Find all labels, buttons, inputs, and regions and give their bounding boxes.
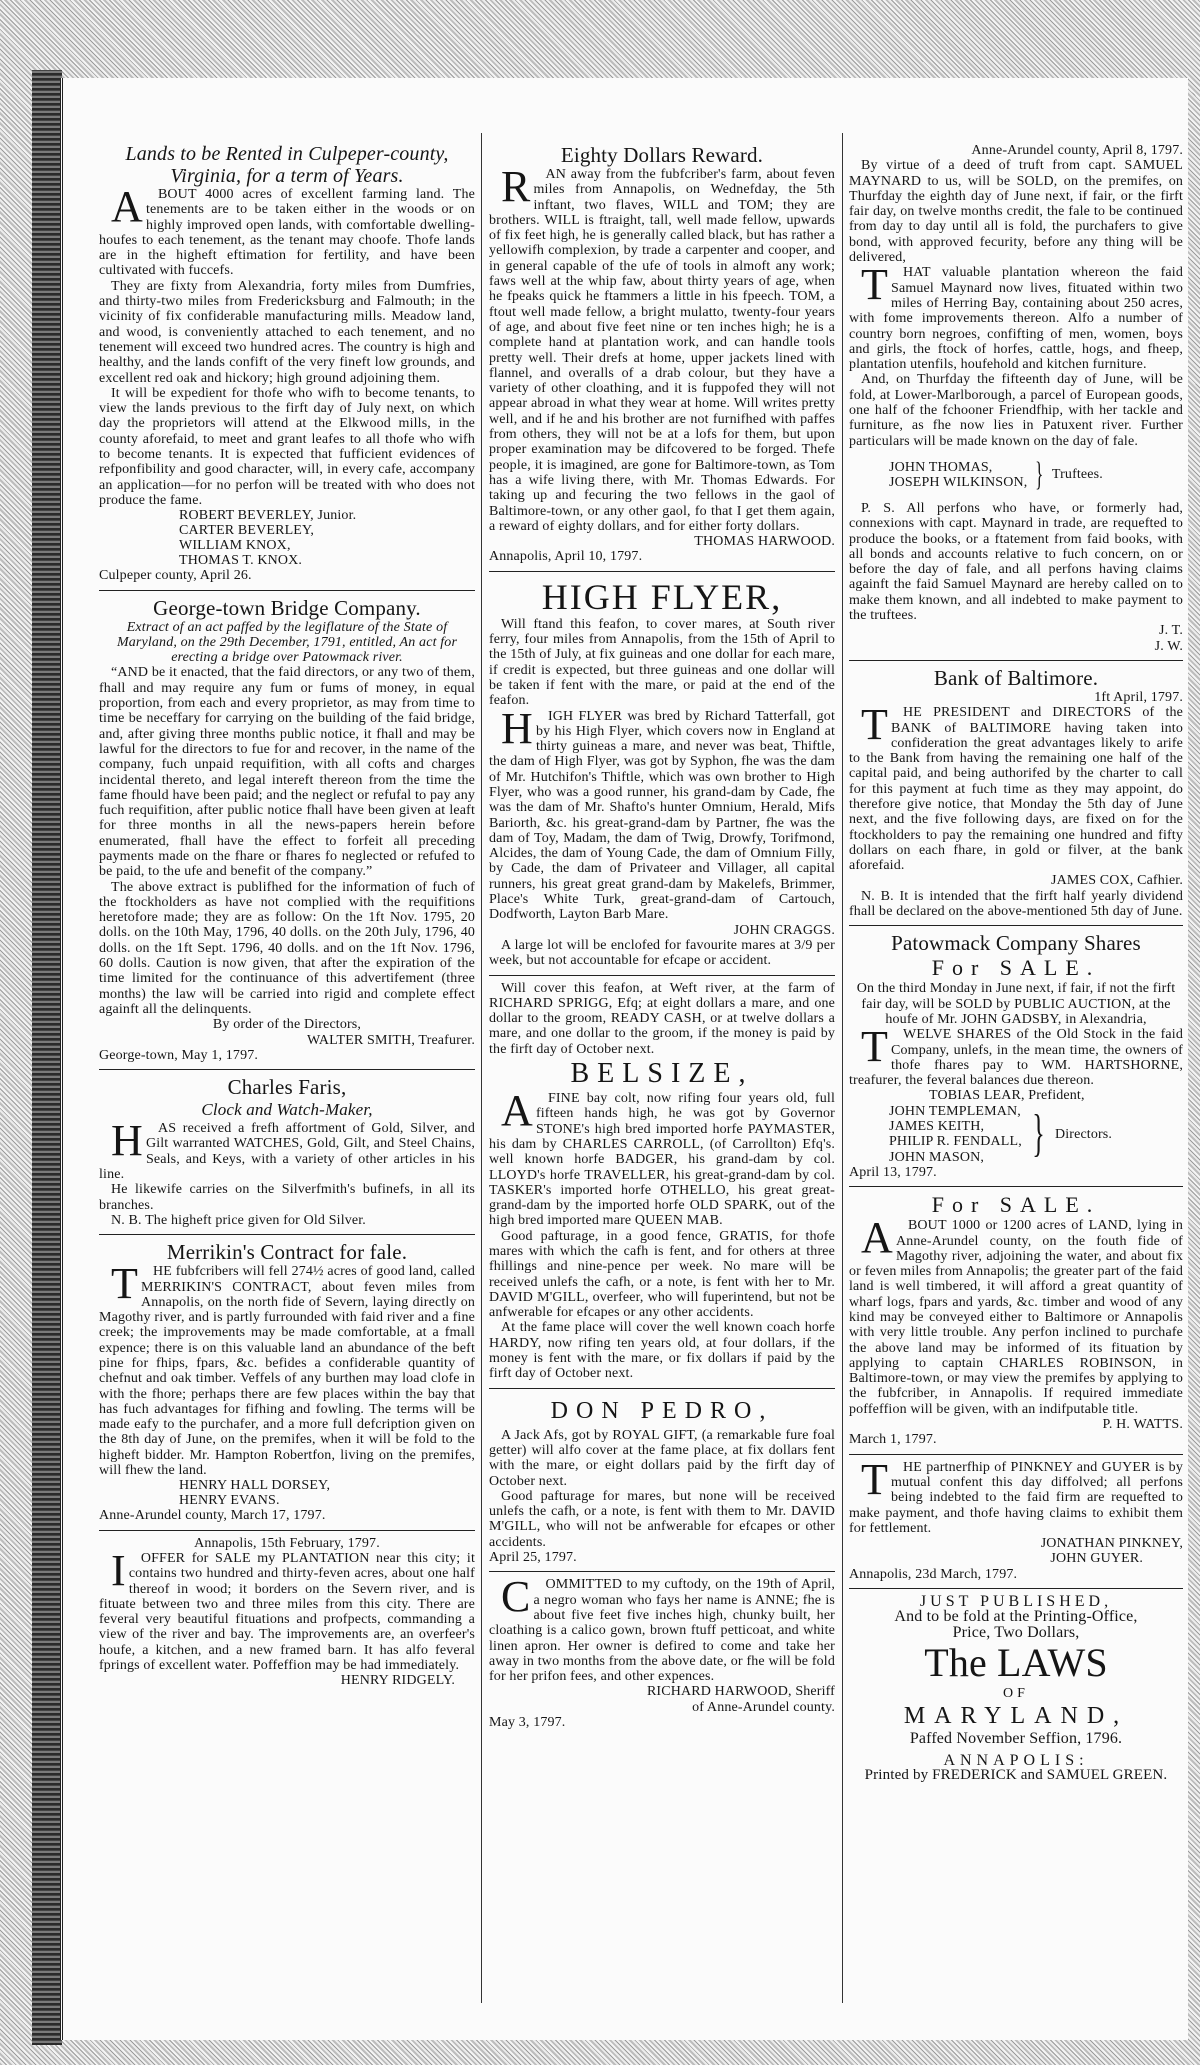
dateline: Anne-Arundel county, April 8, 1797.: [971, 143, 1183, 158]
ad-subtitle: Clock and Watch-Maker,: [201, 1100, 373, 1120]
initials: J. T.: [1159, 623, 1183, 639]
ad-laws-of-maryland: [849, 1589, 1183, 1789]
directors-label: Directors.: [1054, 1126, 1113, 1142]
signer: CARTER BEVERLEY,: [179, 523, 315, 539]
trustees: JOHN THOMAS, JOSEPH WILKINSON, } Truftees.: [889, 455, 1103, 493]
ad-belsize: [489, 976, 835, 1389]
ad-eighty-dollars-reward: [489, 138, 835, 572]
laws-title: The LAWS: [924, 1639, 1108, 1685]
signer: TOBIAS LEAR, Prefident,: [929, 1088, 1085, 1104]
ad-text: N. B. It is intended that the firft half yearly dividend fhall be declared on the above-mentioned 5th day of June.: [849, 888, 1183, 920]
laws-line: MARYLAND,: [903, 1703, 1129, 1730]
signature: P. H. WATTS.: [1102, 1417, 1183, 1433]
ad-text: RAN away from the fubfcriber's farm, about feven miles from Annapolis, on Wednefday, the 5th inftant, two flaves, WILL and TOM; they are brothers. WILL is ftraight, tall, well made fellow, upwards of fix feet high, he is generally called black, but has rather a yellowifh complexion, by trade a carpenter and cooper, and in general capable of the ufe of tools in almoft any work; faws well at the whip faw, about thirty years of age, when he fpeaks quick he ftammers a little in his fpeech. TOM, a ftout well made fellow, a bright mulatto, twenty-four years of age, and about five feet nine or ten inches high; he is a complete hand at plantation work, and can handle tools pretty well. Their drefs at home, upper jackets lined with flannel, and overalls of a drab colour, but they have a variety of other cloathing, and it is fuppofed they will not appear abroad in what they wear at home. Will writes pretty well, and if he and his brother are not furnifhed with paffes from others, they will not be at a lofs for them, but upon proper examination may be difcovered to be forged. Thefe people, it is imagined, are gone for Baltimore-town, as Tom has a wife living there, with Mr. Thomas Edwards. For taking up and fecuring the two fellows in the gaol of Baltimore-town, or any other gaol, fo that I get them again, a reward of eighty dollars, and for either forty dollars.: [489, 162, 835, 534]
signature: WALTER SMITH, Treafurer.: [307, 1032, 475, 1048]
ad-title: Charles Faris,: [227, 1075, 347, 1100]
dateline: Annapolis, April 10, 1797.: [489, 549, 643, 565]
signer: JONATHAN PINKNEY,: [1040, 1536, 1183, 1552]
ad-text: AFINE bay colt, now rifing four years old, full fifteen hands high, he was got by Governor STONE's high bred imported horfe PAYMASTER, his dam by CHARLES CARROLL, (of Carrollton) Efq's. well known horfe BADGER, his grand-dam by col. LLOYD's horfe TRAVELLER, his great-grand-dam by col. TASKER's imported horfe OTHELLO, his great great-grand-dam by the imported horfe OLD SPARK, out of the high bred imported mare QUEEN MAB.: [489, 1086, 835, 1229]
signature: JOHN CRAGGS.: [733, 922, 835, 938]
dateline: May 3, 1797.: [489, 1715, 566, 1731]
ad-text: “AND be it enacted, that the faid directors, or any two of them, fhall and may require any fum or fums of money, in equal proportion, from each and every proprietor, as may from time to time be neceffary for carrying on the building of the faid bridge, and, after giving three months public notice, it fhall and may be lawful for the directors to fue for and recover, in the name of the company, fuch unpaid requifition, with all cofts and charges incidental thereto, and legal intereft thereon from the time the fame fhould have been paid; and the neglect or refufal to pay any fuch requifition, after public notice fhall have been given at leaft for three months in all the news-papers herein before enumerated, fhall have the effect to forfeit all preceding payments made on the fhare or fhares fo neglected or refufed to be paid, to the ufe and benefit of the company.”: [99, 665, 475, 880]
column-2: [489, 138, 835, 1736]
ad-text: On the third Monday in June next, if fair, if not the firft fair day, will be SOLD by PUBLIC AUCTION, at the houfe of Mr. JOHN GADSBY, in Alexandria,: [856, 981, 1176, 1027]
signer: JOHN TEMPLEMAN,: [889, 1103, 1021, 1119]
dateline: April 13, 1797.: [849, 1164, 937, 1180]
ad-lands-culpeper: [99, 138, 475, 591]
dateline: Annapolis, 15th February, 1797.: [194, 1535, 380, 1551]
signer: HENRY EVANS.: [179, 1493, 280, 1509]
ad-text: Will ftand this feafon, to cover mares, at South river ferry, four miles from Annapolis, from the 15th of April to the 15th of July, at fix guineas and one dollar for each mare, if credit is expected, but three guineas and one dollar will be taken if fent with the mare, or paid at the end of the feafon.: [489, 616, 835, 709]
ad-text: It will be expedient for thofe who wifh to become tenants, to view the lands previous to the firft day of July next, on which day the proprietors will attend at the Elkwood mills, in the county aforefaid, to meet and grant leafes to all thofe who wifh to become tenants. It is expected that fufficient evidences of refponfibility and good character, will, in every cafe, accompany an application—for no perfon will be treated with who does not produce the fame.: [99, 385, 475, 508]
ad-text: Will cover this feafon, at Weft river, at the farm of RICHARD SPRIGG, Efq; at eight dollars a mare, and one dollar to the groom, READY CASH, or at twelve dollars a mare, and one dollar to the groom, if the money is paid by the firft day of October next.: [489, 980, 835, 1057]
signers: [99, 1478, 475, 1508]
ad-text: N. B. The higheft price given for Old Silver.: [111, 1212, 366, 1228]
ad-don-pedro: [489, 1389, 835, 1573]
ad-bank-of-baltimore: [849, 661, 1183, 926]
signer: JOHN GUYER.: [1050, 1551, 1143, 1567]
ad-text: Good pafturage for mares, but none will be received unlefs the cafh, or a note, is fent with them to Mr. DAVID M'GILL, who will not be anfwerable for efcapes or other accidents.: [489, 1488, 835, 1550]
ad-text: THAT valuable plantation whereon the faid Samuel Maynard now lives, fituated within two miles of Herring Bay, containing about 250 acres, with fome improvements thereon. Alfo a number of country born negroes, confifting of men, women, boys and girls, the ftock of horfes, cattle, hogs, and fheep, plantation utenfils, houfehold and kitchen furniture.: [849, 260, 1183, 373]
signer: JAMES KEITH,: [889, 1119, 985, 1135]
ad-text: Good pafturage, in a good fence, GRATIS, for thofe mares with which the cafh is fent, and for others at three fhillings and nine-pence per week. No mare will be received unlefs the cafh, or a note, is fent with her to Mr. DAVID M'GILL, overfeer, who will fuperintend, but not be anfwerable for efcapes or any other accidents.: [489, 1228, 835, 1321]
dateline: Culpeper county, April 26.: [99, 568, 252, 584]
signer: PHILIP R. FENDALL,: [889, 1134, 1022, 1150]
newspaper-page: [60, 78, 1188, 2040]
dateline: George-town, May 1, 1797.: [99, 1047, 259, 1063]
dateline: Annapolis, 23d March, 1797.: [849, 1566, 1018, 1582]
signer: HENRY HALL DORSEY,: [179, 1478, 331, 1494]
column-3: [849, 138, 1183, 1789]
signer: JOSEPH WILKINSON,: [889, 474, 1028, 490]
ad-text: The above extract is publifhed for the information of fuch of the ftockholders as have not complied with the requifitions heretofore made; they are as follow: On the 1ft Nov. 1795, 20 dolls. on the 10th May, 1796, 40 dolls. on the 20th July, 1796, 40 dolls. on the 1ft Sept. 1796, 40 dolls. and on the 1ft Nov. 1796, 60 dolls. Caution is now given, that after the expiration of the time limited for the continuance of this advertifement (three months) the law will be carried into rigid and complete effect againft all the delinquents.: [99, 879, 475, 1017]
ad-text: ABOUT 1000 or 1200 acres of LAND, lying in Anne-Arundel county, on the fouth fide of Magothy river, adjoining the water, and about fix or feven miles from Annapolis; the greater part of the faid land is well timbered, it will afford a great quantity of wharf logs, fpars and yards, &c. timber and wood of any kind may be conveyed either to Baltimore or Annapolis with very little trouble. Any perfon inclined to purchafe the above land may be informed of its fituation by applying to captain CHARLES ROBINSON, in Baltimore-town, or may view the premifes by applying to the fubfcriber, in Annapolis. If required immediate poffeffion will be given, with an indifputable title.: [849, 1213, 1183, 1417]
trustees-label: Truftees.: [1051, 467, 1103, 483]
ad-text: THE PRESIDENT and DIRECTORS of the BANK of BALTIMORE having taken into confideration the great advantages likely to arife to the Bank from having the remaining one half of the capital paid, and being authorifed by the charter to call for this payment at fuch time as they may appoint, do therefore give notice, that Monday the 5th day of June next, and the five following days, are fixed on for the ftockholders to pay the remaining one hundred and fifty dollars on each fhare, in gold or filver, at the bank aforefaid.: [849, 700, 1183, 874]
ad-text: IOFFER for SALE my PLANTATION near this city; it contains two hundred and thirty-feven acres, about one half thereof in wood; it borders on the Severn river, and is fituate between two and three miles from this city. There are feveral very beautiful fituations and profpects, commanding a view of the river and bay. The improvements are, an overfeer's houfe, a kitchen, and a new framed barn. It has alfo feveral fprings of excellent water. Poffeffion may be had immediately.: [99, 1545, 475, 1674]
ad-title: BELSIZE,: [570, 1058, 754, 1090]
ad-pinkney-guyer: [849, 1455, 1183, 1589]
laws-line: JUST PUBLISHED,: [919, 1593, 1113, 1611]
ad-title: Lands to be Rented in Culpeper-county, Virginia, for a term of Years.: [125, 143, 449, 187]
signer: THOMAS T. KNOX.: [179, 553, 303, 569]
ad-title: George-town Bridge Company.: [153, 595, 421, 620]
column-rule: [481, 133, 482, 2003]
signer: JOHN MASON,: [889, 1149, 984, 1165]
signature: RICHARD HARWOOD, Sheriff: [646, 1684, 835, 1700]
column-1: [99, 138, 475, 1695]
signer: ROBERT BEVERLEY, Junior.: [179, 508, 357, 524]
column-rule: [842, 133, 843, 2003]
ad-text: P. S. All perfons who have, or formerly had, connexions with capt. Maynard in trade, are requefted to produce the books, or a ftatement from faid books, with all bonds and accounts relative to fuch concern, on or before the day of fale, and all perfons having claims againft the faid Samuel Maynard are hereby called on to make them known, and all indebted to make payment to the truftees.: [849, 500, 1183, 624]
ad-maynard-sale: [849, 138, 1183, 661]
ad-text: And, on Thurfday the fifteenth day of June, will be fold, at Lower-Marlborough, a parcel of European goods, one half of the fchooner Friendfhip, with her tackle and furniture, as fhe now lies in Patuxent river. Further particulars will be made known on the day of fale.: [849, 372, 1183, 449]
ad-title: Eighty Dollars Reward.: [560, 143, 764, 167]
binding-edge: [32, 70, 62, 2045]
signer: WILLIAM KNOX,: [179, 538, 291, 554]
dateline: March 1, 1797.: [849, 1432, 937, 1448]
ad-text: By virtue of a deed of truft from capt. SAMUEL MAYNARD to us, will be SOLD, on the premifes, on Thurfday the eighth day of June next, if fair, or the firft fair day, on twelve months credit, the fale to be continued from day to day until all is fold, the purchafers to give bond, with approved fecurity, before any thing will be delivered,: [849, 158, 1183, 266]
signature: HENRY RIDGELY.: [340, 1673, 455, 1689]
ad-title: Patowmack Company Shares: [891, 931, 1141, 956]
ad-text: A large lot will be enclofed for favourite mares at 3/9 per week, but not accountable for efcape or accident.: [489, 937, 835, 969]
laws-line: And to be fold at the Printing-Office,: [894, 1608, 1138, 1626]
ad-text: THE partnerfhip of PINKNEY and GUYER is by mutual confent this day diffolved; all perfons being indebted to the faid firm are requefted to make payment, and thofe having claims to exhibit them for fettlement.: [849, 1454, 1183, 1536]
ad-text: ABOUT 4000 acres of excellent farming land. The tenements are to be taken either in the woods or on highly improved open lands, with comfortable dwelling-houfes to each tenement, as the tenant may choofe. Thofe lands are in the higheft eftimation for fertility, and have been cultivated with fuccefs.: [99, 182, 475, 279]
signer: JOHN THOMAS,: [889, 459, 993, 475]
signature-note: By order of the Directors,: [212, 1017, 362, 1033]
laws-line: Paffed November Seffion, 1796.: [909, 1730, 1123, 1748]
dateline: April 25, 1797.: [489, 1550, 577, 1566]
ad-land-for-sale: [849, 1187, 1183, 1454]
signature: THOMAS HARWOOD.: [694, 534, 835, 550]
imprint-place: ANNAPOLIS:: [943, 1751, 1089, 1769]
ad-text: COMMITTED to my cuftody, on the 19th of April, a negro woman who fays her name is ANNE; fhe is about five feet five inches high, chunky built, her cloathing is a calico gown, brown ftuff petticoat, and white linen apron. Her owner is defired to come and take her away in two months from the above date, or fhe will be fold for her prifon fees, and other expences.: [489, 1572, 835, 1685]
laws-line: OF: [1003, 1685, 1029, 1701]
imprint-printer: Printed by FREDERICK and SAMUEL GREEN.: [864, 1766, 1168, 1783]
ad-patowmack-shares: [849, 926, 1183, 1187]
ad-title: DON PEDRO,: [550, 1397, 774, 1424]
dateline: Anne-Arundel county, March 17, 1797.: [99, 1508, 326, 1524]
signature: JAMES COX, Cafhier.: [1051, 873, 1183, 889]
ad-committed: [489, 1572, 835, 1736]
dateline: 1ft April, 1797.: [1094, 689, 1183, 705]
ad-charles-faris: [99, 1070, 475, 1235]
ad-text: TWELVE SHARES of the Old Stock in the faid Company, unlefs, in the mean time, the owners of thofe fhares pay to WM. HARTSHORNE, treafurer, the feveral balances due thereon.: [849, 1022, 1183, 1089]
ad-title: Bank of Baltimore.: [933, 665, 1099, 690]
ad-title: For SALE.: [931, 1192, 1101, 1218]
ad-title: Merrikin's Contract for fale.: [166, 1240, 408, 1265]
laws-line: Price, Two Dollars,: [952, 1623, 1080, 1641]
ad-title: HIGH FLYER,: [541, 576, 783, 617]
ad-text: At the fame place will cover the well known coach horfe HARDY, now rifing ten years old, at four dollars, if the money is fent with the mare, or fix dollars if paid by the firft day of October next.: [489, 1320, 835, 1382]
directors: JOHN TEMPLEMAN, JAMES KEITH, PHILIP R. FENDALL, JOHN MASON, } Directors.: [889, 1103, 1113, 1165]
ad-text: HIGH FLYER was bred by Richard Tatterfall, got by his High Flyer, which covers now in England at thirty guineas a mare, and never was beat, Thiftle, the dam of High Flyer, was got by Syphon, fhe was the dam of Mr. Hutchifon's Thiftle, which was own brother to High Flyer, who was a good runner, his grand-dam by Cade, fhe was the dam of Mr. Shafto's hunter Omnium, Herald, Mifs Bariorth, &c. his great-grand-dam by Partner, fhe was the dam of Toy, Madam, the dam of Twig, Drowfy, Torifmond, Alcides, the dam of Young Cade, the dam of Omnium Filly, by Cade, the dam of Privateer and Villager, all capital runners, his great great grand-dam by Makelefs, Brimmer, Place's White Turk, great-grand-dam of Cartouch, Dodfworth, Layton Barb Mare.: [489, 703, 835, 923]
ad-text: HAS received a frefh affortment of Gold, Silver, and Gilt warranted WATCHES, Gold, Gilt, and Steel Chains, Seals, and Keys, with a variety of other articles in his line.: [99, 1116, 475, 1183]
signers: [99, 508, 475, 568]
ad-text: THE fubfcribers will fell 274½ acres of good land, called MERRIKIN'S CONTRACT, about feven miles from Annapolis, on the north fide of Severn, laying directly on Magothy river, and is partly furrounded with faid river and a fine creek; the improvements may be made comfortable, at a fmall expence; there is on this valuable land an abundance of the beft pine for fhips, fpars, &c. befides a confiderable quantity of chefnut and oak timber. Veffels of any burthen may load clofe in with the fhore; perhaps there are few places within the bay that has fuch advantages for fifhing and fowling. The terms will be made eafy to the purchafer, and a more full defcription given on the 8th day of June, on the premifes, when it will be fold to the higheft bidder. Mr. Hampton Robertfon, living on the premifes, will fhew the land.: [99, 1259, 475, 1479]
ad-subtitle: For SALE.: [931, 955, 1101, 981]
ad-subtitle: Extract of an act paffed by the legiflature of the State of Maryland, on the 29th December, 1791, entitled, An act for erecting a bridge over Patowmack river.: [116, 619, 458, 666]
ad-text: A Jack Afs, got by ROYAL GIFT, (a remarkable fure foal getter) will alfo cover at the fame place, at fix dollars fent with the mare, or eight dollars paid by the firft day of October next.: [489, 1427, 835, 1489]
ad-merrikins-contract: [99, 1235, 475, 1530]
signature-title: of Anne-Arundel county.: [692, 1699, 835, 1715]
ad-text: He likewife carries on the Silverfmith's bufinefs, in all its branches.: [99, 1182, 475, 1213]
ad-text: They are fixty from Alexandria, forty miles from Dumfries, and thirty-two miles from Fredericksburg and Falmouth; in the vicinity of fix confiderable manufacturing mills. Meadow land, and wood, is conveniently attached to each tenement, and no tenement will exceed two hundred acres. The country is high and healthy, and the lands confift of the very fineft low grounds, and excellent red oak and hickory; high ground adjoining them.: [99, 278, 475, 386]
ad-high-flyer: [489, 572, 835, 976]
ad-bridge-company: [99, 591, 475, 1071]
initials: J. W.: [1154, 638, 1183, 654]
ad-henry-ridgely: [99, 1531, 475, 1695]
